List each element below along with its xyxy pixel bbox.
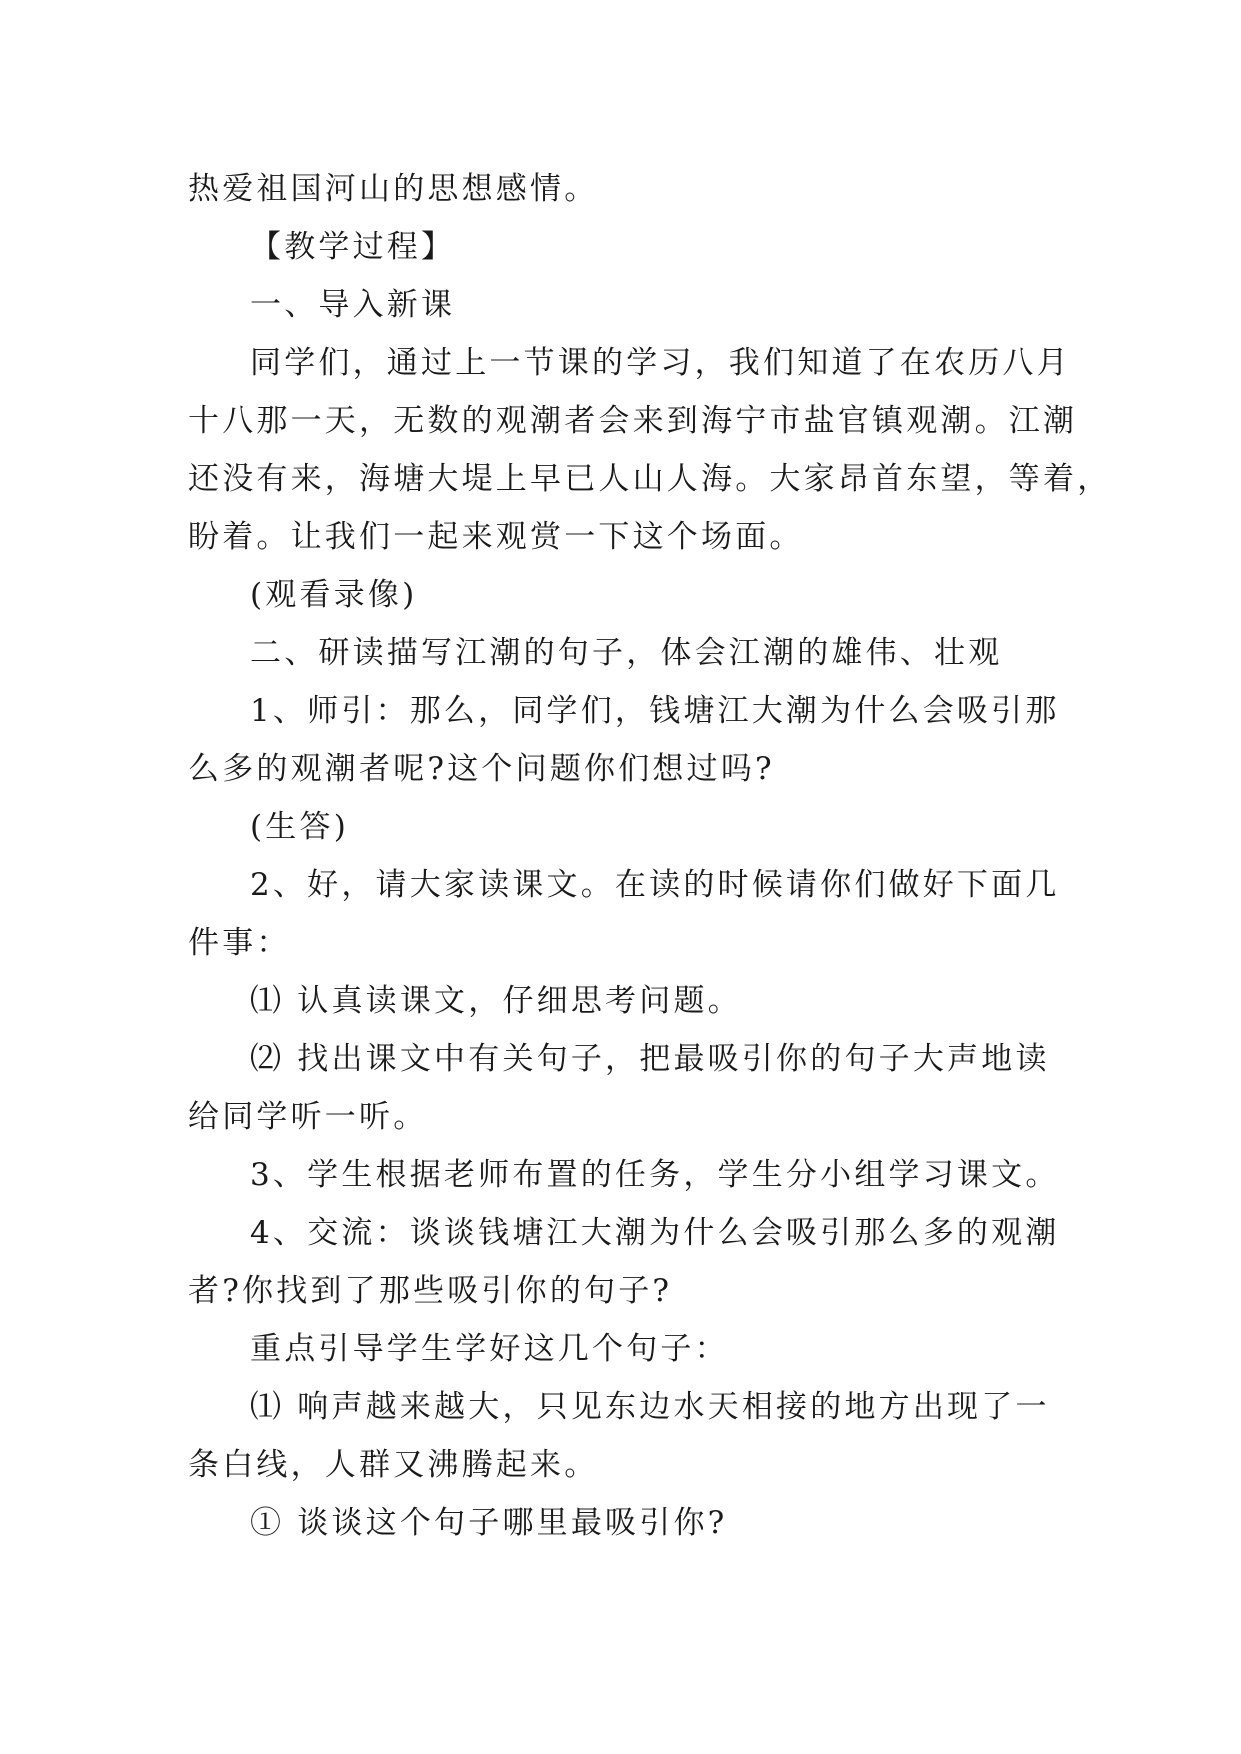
text-line: 重点引导学生学好这几个句子： bbox=[250, 1331, 729, 1367]
text-line: (观看录像) bbox=[250, 577, 418, 613]
text-line: 3、学生根据老师布置的任务，学生分小组学习课文。 bbox=[250, 1157, 1060, 1193]
list-item: ⑴ 响声越来越大，只见东边水天相接的地方出现了一 bbox=[250, 1389, 1050, 1425]
list-item: ⑵ 找出课文中有关句子，把最吸引你的句子大声地读 bbox=[250, 1041, 1050, 1077]
text-line: 么多的观潮者呢?这个问题你们想过吗? bbox=[188, 751, 775, 787]
text-line: 同学们，通过上一节课的学习，我们知道了在农历八月 bbox=[250, 345, 1071, 381]
list-item: ① 谈谈这个句子哪里最吸引你? bbox=[250, 1505, 728, 1541]
document-page bbox=[188, 160, 1112, 1552]
text-line: 1、师引：那么，同学们，钱塘江大潮为什么会吸引那 bbox=[250, 693, 1060, 729]
text-line: 热爱祖国河山的思想感情。 bbox=[188, 171, 599, 207]
text-line: 给同学听一听。 bbox=[188, 1099, 428, 1135]
subsection-heading: 一、导入新课 bbox=[250, 287, 456, 323]
text-line: 盼着。让我们一起来观赏一下这个场面。 bbox=[188, 519, 804, 555]
text-line: 条白线，人群又沸腾起来。 bbox=[188, 1447, 599, 1483]
text-line: (生答) bbox=[250, 809, 349, 845]
text-line: 2、好，请大家读课文。在读的时候请你们做好下面几 bbox=[250, 867, 1060, 903]
text-line: 者?你找到了那些吸引你的句子? bbox=[188, 1273, 673, 1309]
text-line: 件事： bbox=[188, 925, 291, 961]
list-item: ⑴ 认真读课文，仔细思考问题。 bbox=[250, 983, 742, 1019]
text-line: 十八那一天，无数的观潮者会来到海宁市盐官镇观潮。江潮 bbox=[188, 403, 1078, 439]
section-heading: 【教学过程】 bbox=[250, 229, 456, 265]
text-line: 4、交流：谈谈钱塘江大潮为什么会吸引那么多的观潮 bbox=[250, 1215, 1060, 1251]
text-line: 还没有来，海塘大堤上早已人山人海。大家昂首东望，等着， bbox=[188, 461, 1112, 497]
subsection-heading: 二、研读描写江潮的句子，体会江潮的雄伟、壮观 bbox=[250, 635, 1003, 671]
